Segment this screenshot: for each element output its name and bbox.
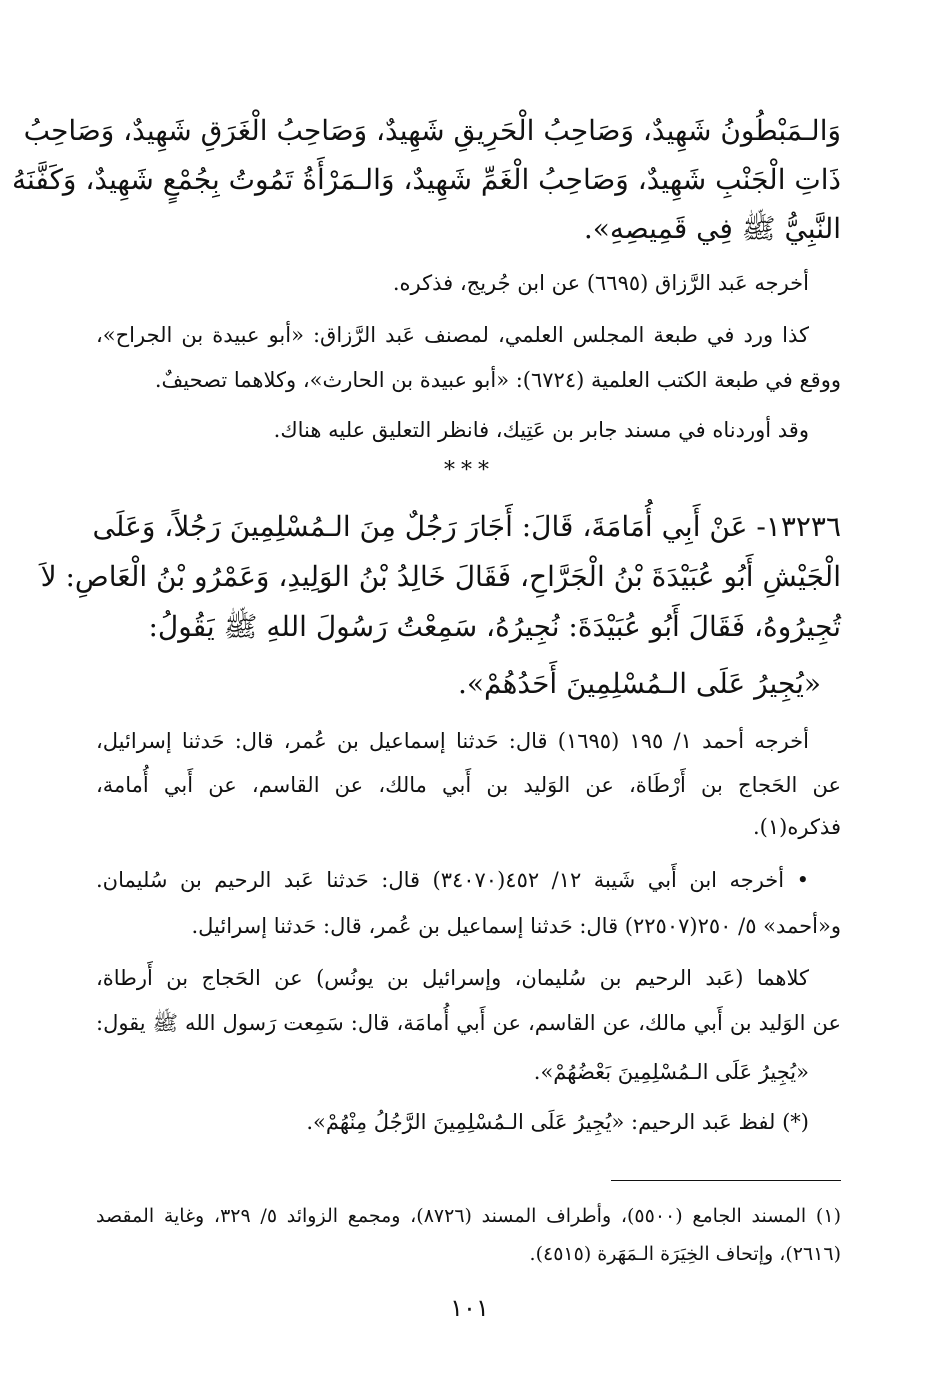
- footnote-line: (٢٦١٦)، وإتحاف الخِيَرَة الـمَهَرة (٤٥١٥).: [529, 1243, 841, 1265]
- takhrij-line: ووقع في طبعة الكتب العلمية (٦٧٢٤): «أبو عبيدة بن الحارث»، وكلاهما تصحيفٌ.: [154, 368, 841, 392]
- footnote-divider: [611, 1180, 841, 1181]
- section-separator: ***: [444, 458, 495, 483]
- hadith-text-line: «يُجِيرُ عَلَى الـمُسْلِمِينَ أَحَدُهُمْ».: [457, 667, 821, 700]
- footnote-line: (١) المسند الجامع (٥٥٠٠)، وأطراف المسند (٨٧٢٦)، ومجمع الزوائد ٥/ ٣٢٩، وغاية المقصد: [96, 1205, 841, 1227]
- takhrij-line: أخرجه عَبد الرَّزاق (٦٦٩٥) عن ابن جُريج، فذكره.: [392, 271, 809, 295]
- hadith-text-line: تُجِيرُوهُ، فَقَالَ أَبُو عُبَيْدَةَ: نُجِيرُهُ، سَمِعْتُ رَسُولَ اللهِ ﷺ يَقُولُ:: [148, 610, 841, 643]
- hadith-text-line: النَّبِيُّ ﷺ فِي قَمِيصِهِ».: [583, 212, 841, 245]
- takhrij-line: «يُجِيرُ عَلَى الـمُسْلِمِينَ بَعْضُهُمْ».: [533, 1060, 809, 1084]
- hadith-text-line: الْجَيْشِ أَبُو عُبَيْدَةَ بْنُ الْجَرَّاحِ، فَقَالَ خَالِدُ بْنُ الوَلِيدِ، وَعَمْرُو بْنُ الْعَاصِ: لاَ: [40, 560, 841, 593]
- page-number: ١٠١: [450, 1294, 489, 1322]
- hadith-text-line: ذَاتِ الْجَنْبِ شَهِيدٌ، وَصَاحِبُ الْغَمِّ شَهِيدٌ، وَالـمَرْأَةُ تَمُوتُ بِجُمْعٍ شَهِيدٌ، وَكَفَّنَهُ: [11, 163, 841, 196]
- hadith-text-line: ١٣٢٣٦- عَنْ أَبِي أُمَامَةَ، قَالَ: أَجَارَ رَجُلٌ مِنَ الـمُسْلِمِينَ رَجُلاً، وَعَلَى: [92, 510, 841, 543]
- takhrij-line: عن الحَجاج بن أَرْطَاة، عن الوَليد بن أَبي مالك، عن القاسم، عن أَبي أُمامة،: [96, 773, 841, 797]
- takhrij-line: وقد أوردناه في مسند جابر بن عَتِيك، فانظر التعليق عليه هناك.: [273, 418, 809, 442]
- takhrij-line: (*) لفظ عَبد الرحيم: «يُجِيرُ عَلَى الـمُسْلِمِينَ الرَّجُلُ مِنْهُمْ».: [306, 1110, 809, 1134]
- takhrij-line: فذكره(١).: [753, 815, 841, 839]
- takhrij-line: • أخرجه ابن أَبي شَيبة ١٢/ ٤٥٢(٣٤٠٧٠) قال: حَدثنا عَبد الرحيم بن سُليمان.: [96, 868, 809, 892]
- takhrij-line: كذا ورد في طبعة المجلس العلمي، لمصنف عَبد الرَّزاق: «أبو عبيدة بن الجراح»،: [96, 323, 809, 347]
- takhrij-line: كلاهما (عَبد الرحيم بن سُليمان، وإسرائيل بن يونُس) عن الحَجاج بن أَرطاة،: [96, 966, 809, 990]
- takhrij-line: و«أحمد» ٥/ ٢٥٠(٢٢٥٠٧) قال: حَدثنا إسماعيل بن عُمر، قال: حَدثنا إسرائيل.: [191, 914, 841, 938]
- hadith-text-line: وَالـمَبْطُونُ شَهِيدٌ، وَصَاحِبُ الْحَرِيقِ شَهِيدٌ، وَصَاحِبُ الْغَرَقِ شَهِيدٌ، وَصَاحِبُ: [23, 114, 841, 147]
- takhrij-line: أخرجه أحمد ١/ ١٩٥ (١٦٩٥) قال: حَدثنا إسماعيل بن عُمر، قال: حَدثنا إسرائيل،: [96, 729, 809, 753]
- takhrij-line: عن الوَليد بن أَبي مالك، عن القاسم، عن أَبي أُمامَة، قال: سَمِعت رَسول الله ﷺ يقول:: [96, 1011, 841, 1035]
